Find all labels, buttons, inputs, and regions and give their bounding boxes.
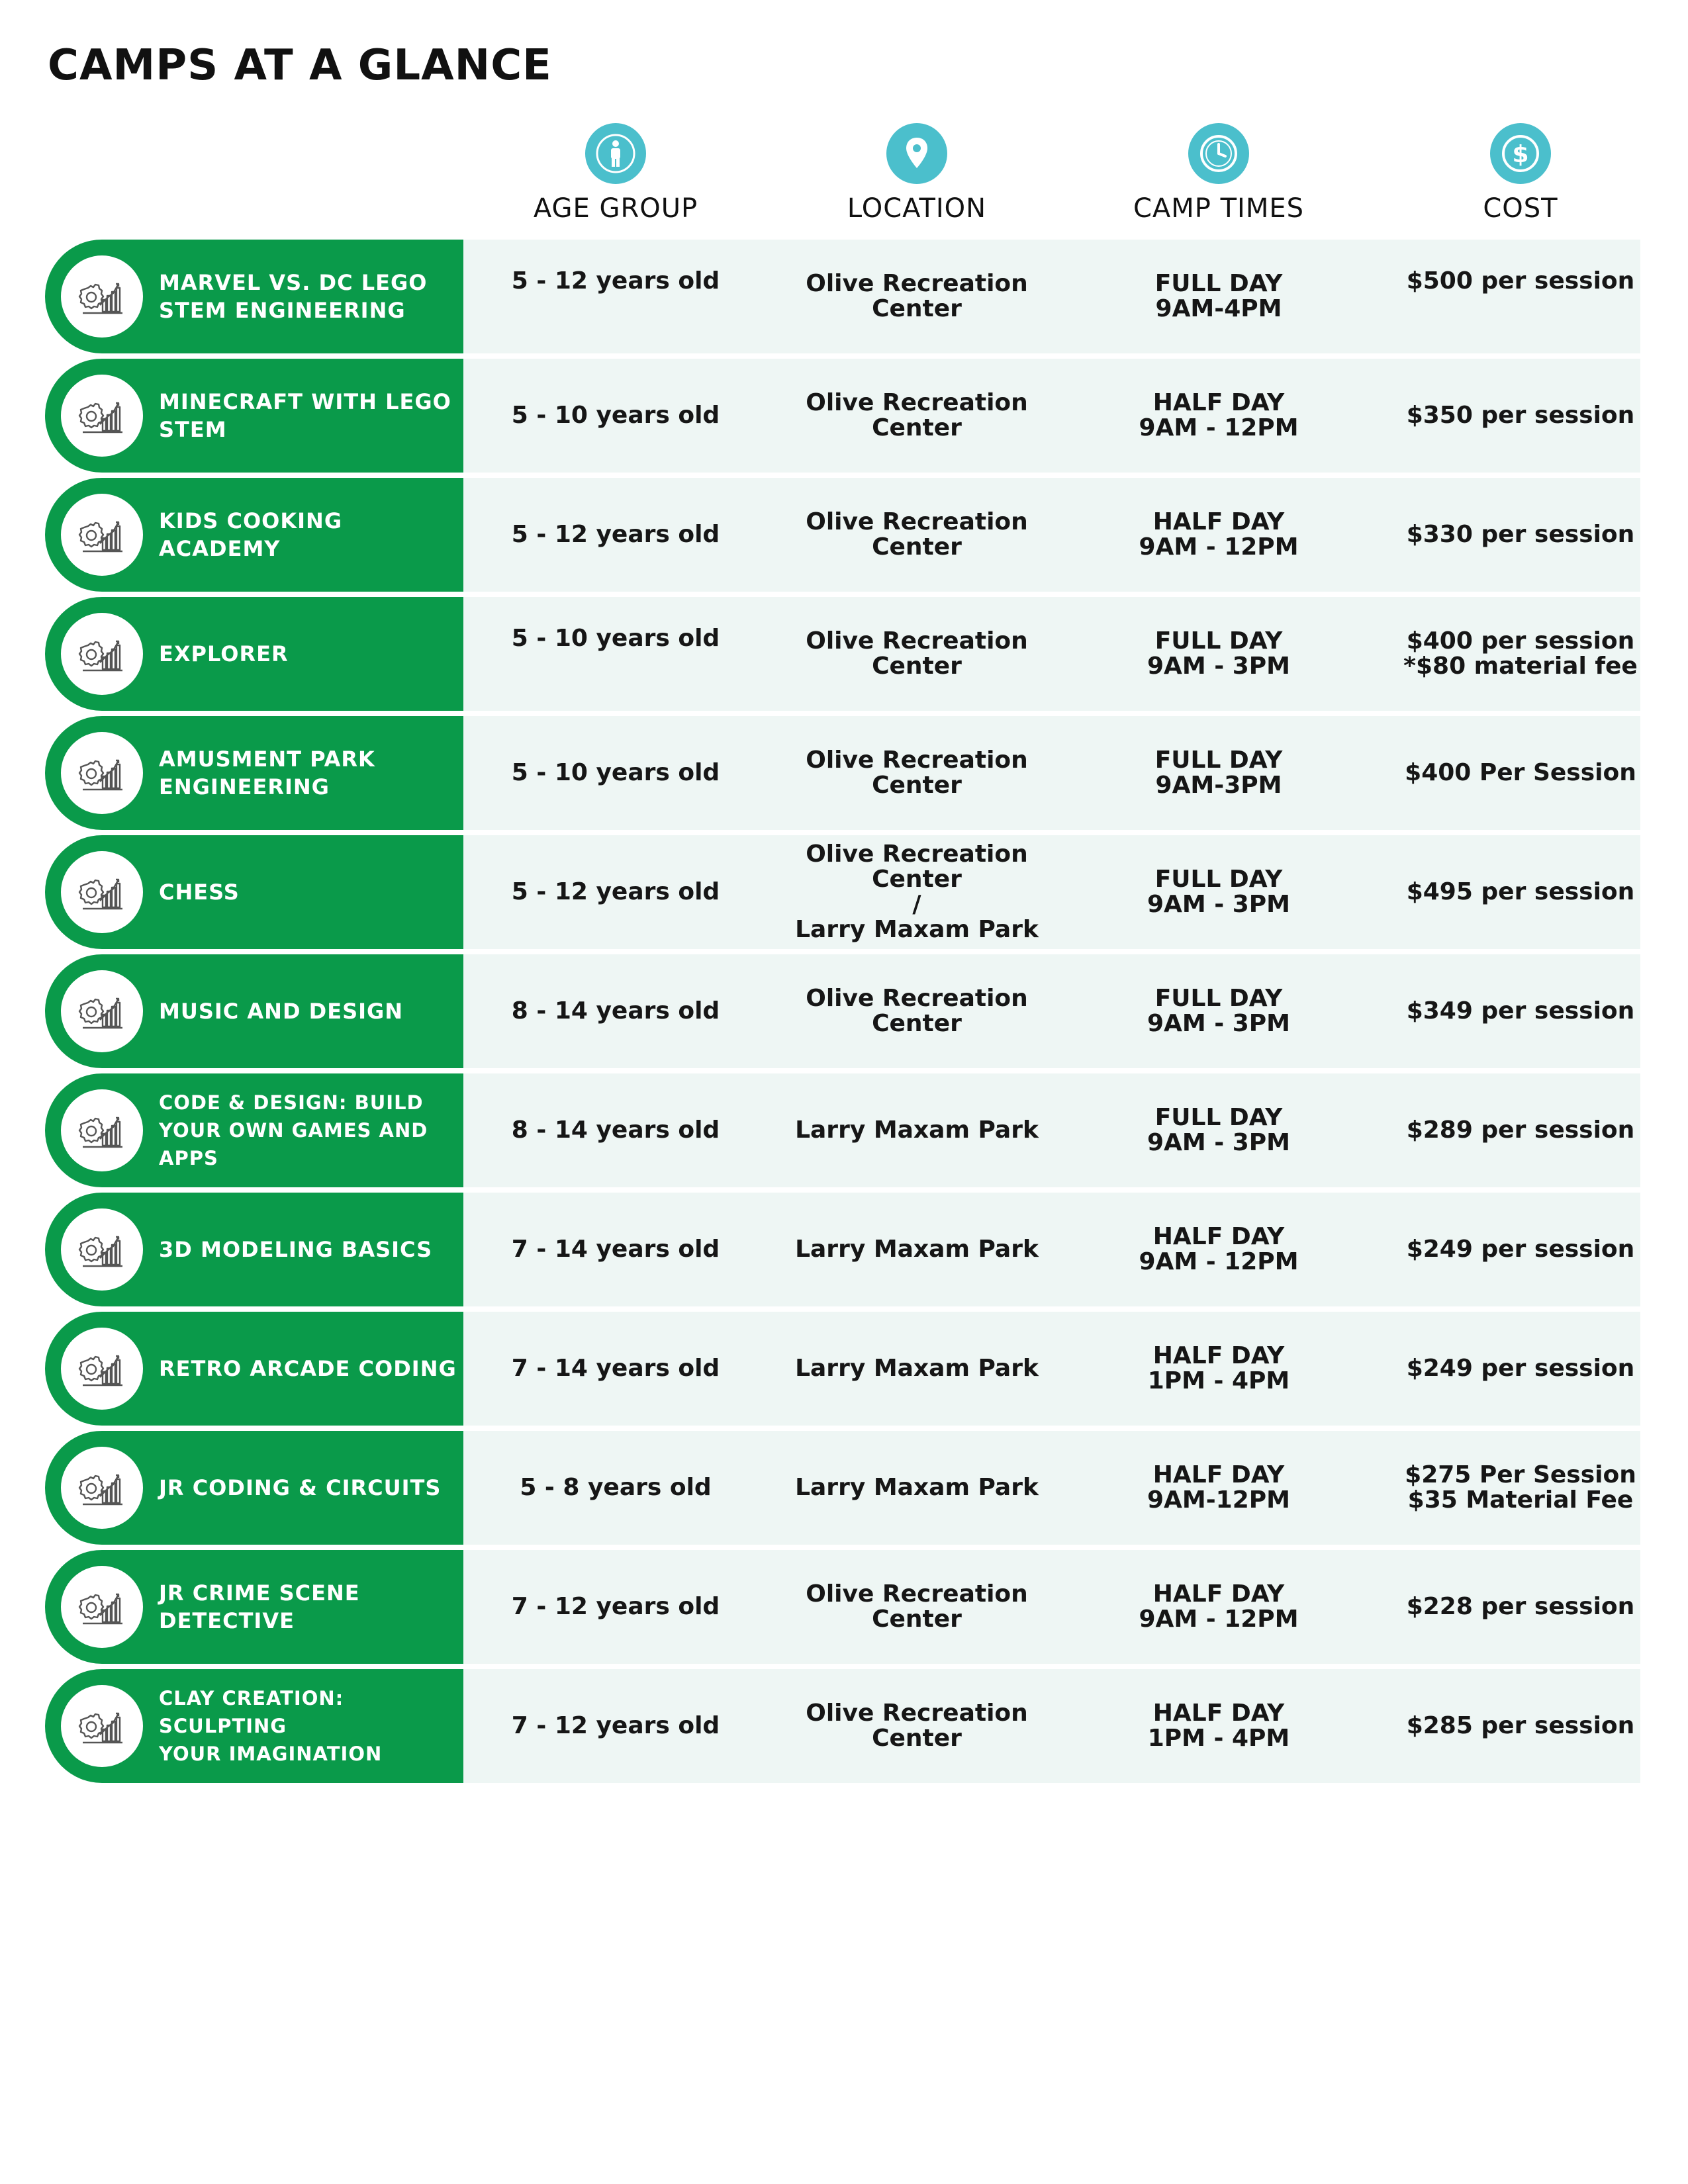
table-row bbox=[45, 478, 1640, 592]
camp-name: JR CODING & CIRCUITS bbox=[159, 1475, 442, 1500]
table-row bbox=[45, 954, 1640, 1068]
age-group-cell: 5 - 10 years old bbox=[511, 759, 720, 786]
table-row bbox=[45, 359, 1640, 473]
header-label: LOCATION bbox=[847, 193, 987, 224]
camp-name-pill bbox=[45, 359, 463, 473]
camp-name: RETRO ARCADE CODING bbox=[159, 1356, 457, 1381]
cost-cell: $249 per session bbox=[1406, 1355, 1635, 1382]
camp-details bbox=[463, 478, 1640, 592]
location-cell: Larry Maxam Park bbox=[795, 1236, 1039, 1263]
page-title: CAMPS AT A GLANCE bbox=[48, 41, 552, 90]
camp-times-cell: FULL DAY 9AM - 3PM bbox=[1147, 985, 1290, 1037]
cost-cell: $289 per session bbox=[1406, 1116, 1635, 1144]
gear-chart-icon bbox=[61, 1447, 143, 1529]
map-pin-icon bbox=[886, 123, 947, 184]
gear-chart-icon bbox=[61, 375, 143, 457]
camp-times-cell: HALF DAY 9AM-12PM bbox=[1147, 1461, 1290, 1514]
location-cell: Olive Recreation Center bbox=[806, 389, 1028, 441]
age-group-cell: 7 - 14 years old bbox=[511, 1355, 720, 1382]
age-group-cell: 7 - 12 years old bbox=[511, 1712, 720, 1739]
camp-times-cell: HALF DAY 9AM - 12PM bbox=[1139, 508, 1299, 561]
cost-cell: $349 per session bbox=[1406, 997, 1635, 1024]
header-camp-times bbox=[1066, 123, 1371, 224]
age-group-cell: 8 - 14 years old bbox=[511, 997, 720, 1024]
camp-name: MUSIC AND DESIGN bbox=[159, 999, 404, 1024]
camp-details bbox=[463, 716, 1640, 830]
camp-name: AMUSMENT PARK ENGINEERING bbox=[159, 747, 375, 799]
camp-times-cell: HALF DAY 1PM - 4PM bbox=[1147, 1342, 1290, 1394]
gear-chart-icon bbox=[61, 732, 143, 814]
gear-chart-icon bbox=[61, 613, 143, 695]
cost-cell: $400 per session *$80 material fee bbox=[1403, 627, 1638, 680]
cost-cell: $275 Per Session $35 Material Fee bbox=[1405, 1461, 1636, 1514]
location-cell: Larry Maxam Park bbox=[795, 1474, 1039, 1501]
age-group-cell: 8 - 14 years old bbox=[511, 1116, 720, 1144]
camp-name-pill bbox=[45, 1312, 463, 1426]
gear-chart-icon bbox=[61, 1566, 143, 1648]
gear-chart-icon bbox=[61, 1208, 143, 1291]
table-row bbox=[45, 835, 1640, 949]
location-cell: Olive Recreation Center bbox=[806, 627, 1028, 680]
camp-name: KIDS COOKING ACADEMY bbox=[159, 508, 343, 561]
camp-details bbox=[463, 359, 1640, 473]
header-location bbox=[765, 123, 1069, 224]
table-row bbox=[45, 1431, 1640, 1545]
camp-name-pill bbox=[45, 597, 463, 711]
table-row bbox=[45, 716, 1640, 830]
header-label: AGE GROUP bbox=[533, 193, 698, 224]
camp-name: CHESS bbox=[159, 880, 240, 905]
table-row bbox=[45, 1669, 1640, 1783]
location-cell: Olive Recreation Center bbox=[806, 985, 1028, 1037]
camp-times-cell: HALF DAY 9AM - 12PM bbox=[1139, 1580, 1299, 1633]
cost-cell: $350 per session bbox=[1406, 402, 1635, 429]
location-cell: Olive Recreation Center bbox=[806, 1700, 1028, 1752]
camp-name: CODE & DESIGN: BUILD YOUR OWN GAMES AND APPS bbox=[159, 1091, 428, 1169]
location-cell: Olive Recreation Center bbox=[806, 747, 1028, 799]
gear-chart-icon bbox=[61, 494, 143, 576]
svg-text:$: $ bbox=[1512, 141, 1529, 168]
location-cell: Olive Recreation Center bbox=[806, 508, 1028, 561]
age-group-cell: 5 - 10 years old bbox=[511, 402, 720, 429]
table-row bbox=[45, 1193, 1640, 1306]
camp-times-cell: FULL DAY 9AM - 3PM bbox=[1147, 866, 1290, 918]
camp-times-cell: FULL DAY 9AM - 3PM bbox=[1147, 1104, 1290, 1156]
age-group-cell: 5 - 8 years old bbox=[520, 1474, 712, 1501]
cost-cell: $500 per session bbox=[1406, 267, 1635, 295]
camp-name-pill bbox=[45, 1669, 463, 1783]
camp-name-pill bbox=[45, 835, 463, 949]
location-cell: Olive Recreation Center bbox=[806, 270, 1028, 322]
table-row bbox=[45, 1312, 1640, 1426]
camp-name-pill bbox=[45, 240, 463, 353]
camp-name: 3D MODELING BASICS bbox=[159, 1237, 433, 1262]
gear-chart-icon bbox=[61, 970, 143, 1052]
cost-cell: $400 Per Session bbox=[1405, 759, 1636, 786]
camp-details bbox=[463, 1431, 1640, 1545]
camp-times-cell: FULL DAY 9AM-3PM bbox=[1154, 747, 1283, 799]
camp-times-cell: FULL DAY 9AM - 3PM bbox=[1147, 627, 1290, 680]
header-label: COST bbox=[1483, 193, 1558, 224]
camp-details bbox=[463, 835, 1640, 949]
age-group-cell: 5 - 12 years old bbox=[511, 521, 720, 548]
table-row bbox=[45, 597, 1640, 711]
camp-name: CLAY CREATION: SCULPTING YOUR IMAGINATION bbox=[159, 1687, 383, 1765]
camp-details bbox=[463, 1550, 1640, 1664]
location-cell: Olive Recreation Center bbox=[806, 1580, 1028, 1633]
cost-cell: $285 per session bbox=[1406, 1712, 1635, 1739]
person-icon bbox=[585, 123, 646, 184]
cost-cell: $249 per session bbox=[1406, 1236, 1635, 1263]
camp-name: MARVEL VS. DC LEGO STEM ENGINEERING bbox=[159, 270, 428, 323]
camp-name-pill bbox=[45, 1193, 463, 1306]
age-group-cell: 5 - 10 years old bbox=[511, 625, 720, 652]
header-label: CAMP TIMES bbox=[1133, 193, 1305, 224]
camp-name-pill bbox=[45, 1431, 463, 1545]
camp-details bbox=[463, 1073, 1640, 1187]
clock-icon bbox=[1188, 123, 1249, 184]
camp-details bbox=[463, 954, 1640, 1068]
camp-details bbox=[463, 597, 1640, 711]
dollar-icon bbox=[1490, 123, 1551, 184]
cost-cell: $330 per session bbox=[1406, 521, 1635, 548]
age-group-cell: 7 - 14 years old bbox=[511, 1236, 720, 1263]
camp-times-cell: HALF DAY 9AM - 12PM bbox=[1139, 1223, 1299, 1275]
header-cost bbox=[1368, 123, 1673, 224]
camp-name-pill bbox=[45, 1073, 463, 1187]
location-cell: Larry Maxam Park bbox=[795, 1116, 1039, 1144]
camp-name-pill bbox=[45, 954, 463, 1068]
camp-name-pill bbox=[45, 478, 463, 592]
camp-times-cell: HALF DAY 9AM - 12PM bbox=[1139, 389, 1299, 441]
cost-cell: $228 per session bbox=[1406, 1593, 1635, 1620]
age-group-cell: 5 - 12 years old bbox=[511, 267, 720, 295]
camp-name: MINECRAFT WITH LEGO STEM bbox=[159, 389, 451, 442]
camp-details bbox=[463, 240, 1640, 353]
gear-chart-icon bbox=[61, 851, 143, 933]
camp-times-cell: FULL DAY 9AM-4PM bbox=[1154, 270, 1283, 322]
camp-name: EXPLORER bbox=[159, 641, 289, 666]
camp-name-pill bbox=[45, 1550, 463, 1664]
gear-chart-icon bbox=[61, 1089, 143, 1171]
camp-times-cell: HALF DAY 1PM - 4PM bbox=[1147, 1700, 1290, 1752]
header-age-group bbox=[463, 123, 768, 224]
camp-details bbox=[463, 1669, 1640, 1783]
age-group-cell: 5 - 12 years old bbox=[511, 878, 720, 905]
age-group-cell: 7 - 12 years old bbox=[511, 1593, 720, 1620]
table-row bbox=[45, 240, 1640, 353]
gear-chart-icon bbox=[61, 1328, 143, 1410]
location-cell: Olive Recreation Center / Larry Maxam Park bbox=[795, 841, 1039, 943]
camp-name-pill bbox=[45, 716, 463, 830]
table-row bbox=[45, 1073, 1640, 1187]
gear-chart-icon bbox=[61, 255, 143, 338]
table-header bbox=[463, 123, 1639, 229]
camp-details bbox=[463, 1312, 1640, 1426]
location-cell: Larry Maxam Park bbox=[795, 1355, 1039, 1382]
cost-cell: $495 per session bbox=[1406, 878, 1635, 905]
table-row bbox=[45, 1550, 1640, 1664]
gear-chart-icon bbox=[61, 1685, 143, 1767]
camp-details bbox=[463, 1193, 1640, 1306]
camps-table bbox=[45, 240, 1640, 1788]
camp-name: JR CRIME SCENE DETECTIVE bbox=[159, 1580, 360, 1633]
